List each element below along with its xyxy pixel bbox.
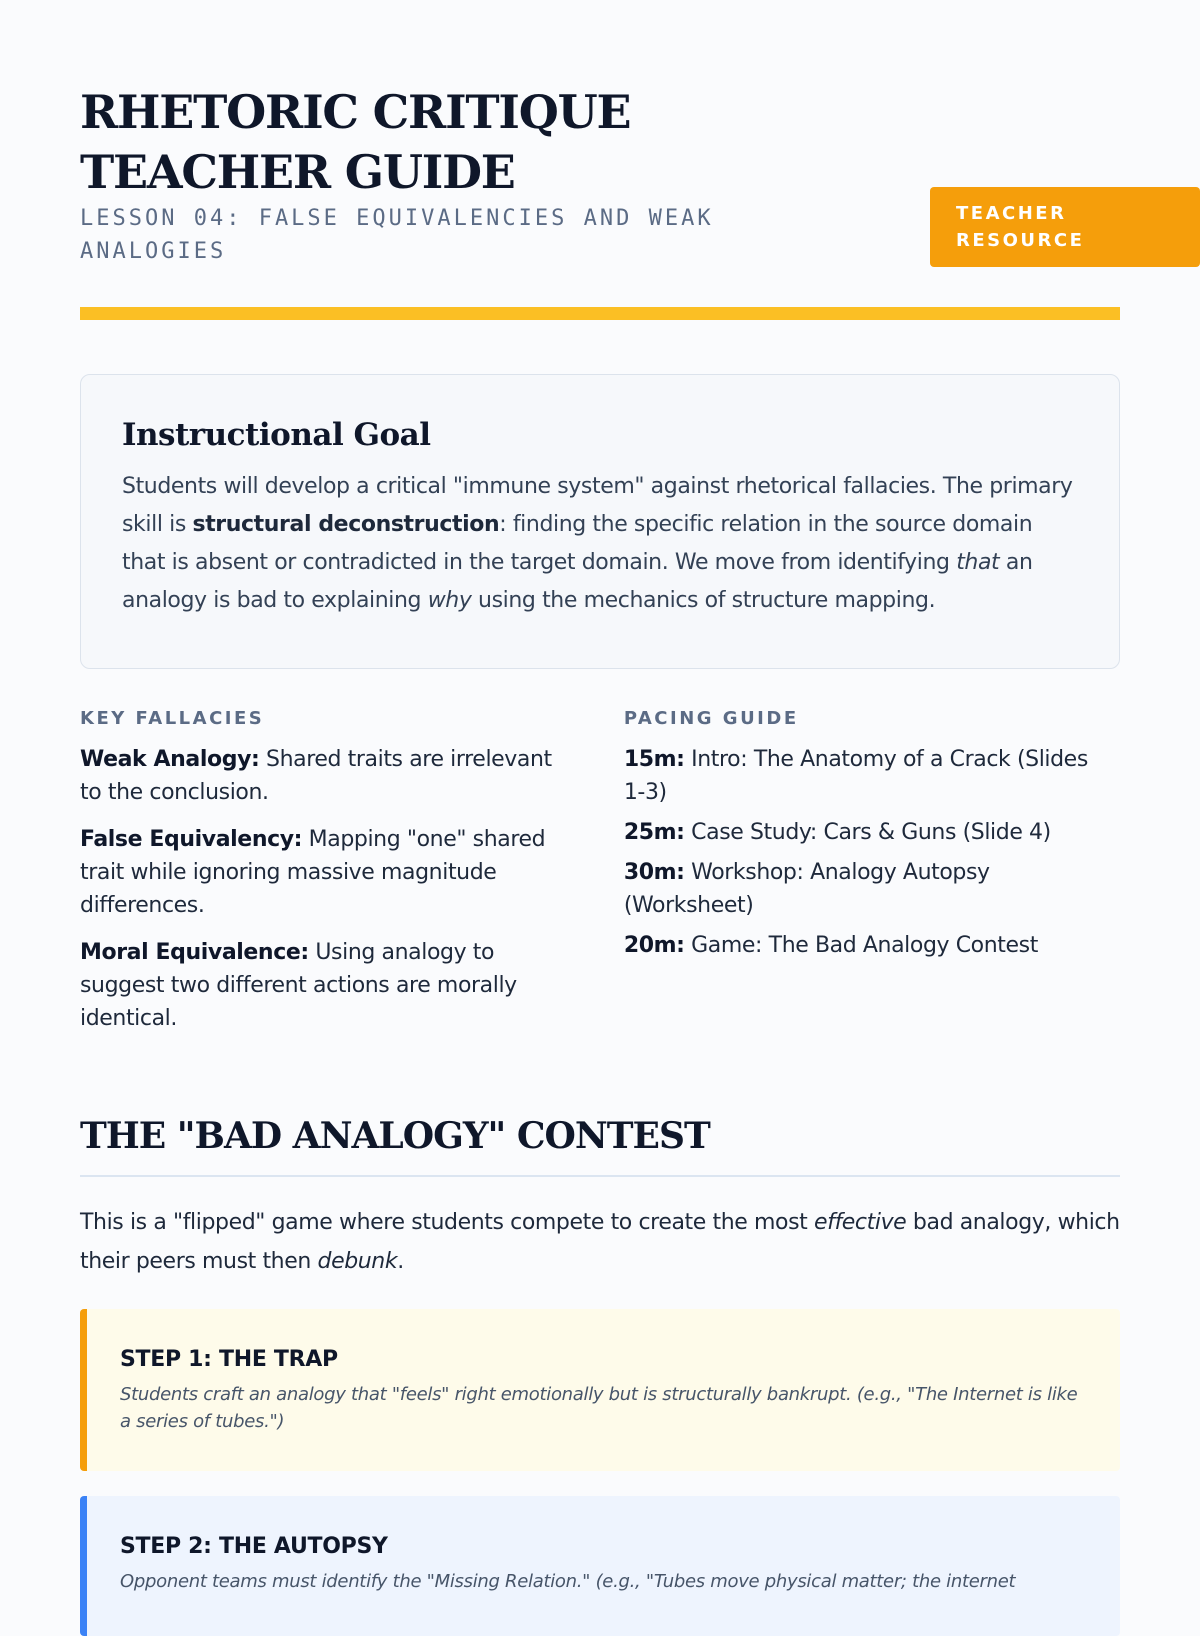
goal-text-part: using the mechanics of structure mapping. <box>471 588 936 613</box>
fallacy-item <box>80 743 560 809</box>
pacing-guide-column <box>624 705 1120 1049</box>
pacing-guide-heading: PACING GUIDE <box>623 708 799 729</box>
fallacy-item <box>80 936 560 1035</box>
goal-text-part: : finding the specific relation in the source domain that is absent or contradicted in the target domain. We move from identifying <box>122 512 1033 575</box>
contest-intro-part: . <box>397 1249 404 1274</box>
goal-title: Instructional Goal <box>122 417 431 453</box>
fallacy-term: Weak Analogy: <box>80 747 260 772</box>
contest-section-title: THE "BAD ANALOGY" CONTEST <box>80 1115 710 1157</box>
key-fallacies-heading: KEY FALLACIES <box>80 708 265 729</box>
step-title: STEP 1: THE TRAP <box>120 1347 338 1372</box>
contest-intro-emphasis: debunk <box>317 1249 398 1274</box>
contest-intro-part: This is a "flipped" game where students compete to create the most <box>80 1210 814 1235</box>
step-text: Students craft an analogy that "feels" right emotionally but is structurally bankrupt. (e.g., "The Internet is like a series of tubes.") <box>120 1384 1078 1432</box>
key-fallacies-column <box>80 705 624 1049</box>
goal-text-bold: structural deconstruction <box>192 512 500 537</box>
section-divider <box>80 1175 1120 1177</box>
goal-text-emphasis: that <box>956 550 1000 575</box>
two-column-section <box>80 705 1120 1049</box>
fallacy-desc: Shared traits are irrelevant to the conclusion. <box>80 747 552 805</box>
pacing-activity: Case Study: Cars & Guns (Slide 4) <box>684 820 1051 845</box>
header-divider <box>80 307 1120 320</box>
goal-text-emphasis: why <box>427 588 472 613</box>
pacing-time: 25m: <box>623 820 685 845</box>
pacing-item <box>624 856 1114 922</box>
instructional-goal-card <box>80 374 1120 669</box>
teacher-resource-badge: TEACHER RESOURCE <box>930 187 1200 267</box>
step-text: Opponent teams must identify the "Missing Relation." (e.g., "Tubes move physical matter; the internet <box>120 1571 1016 1592</box>
pacing-time: 30m: <box>623 860 685 885</box>
fallacy-item <box>80 823 560 922</box>
page-title: RHETORIC CRITIQUE TEACHER GUIDE <box>80 85 631 199</box>
pacing-item <box>624 743 1114 809</box>
contest-intro <box>80 1203 1120 1281</box>
goal-text <box>122 468 1079 620</box>
pacing-item <box>624 929 1114 962</box>
fallacy-term: Moral Equivalence: <box>80 940 309 965</box>
pacing-time: 15m: <box>623 747 685 772</box>
pacing-activity: Game: The Bad Analogy Contest <box>684 933 1038 958</box>
step-card-autopsy <box>80 1496 1120 1636</box>
fallacy-term: False Equivalency: <box>80 827 303 852</box>
fallacy-desc: Mapping "one" shared trait while ignoring massive magnitude differences. <box>80 827 546 918</box>
step-title: STEP 2: THE AUTOPSY <box>120 1534 388 1559</box>
pacing-activity: Workshop: Analogy Autopsy (Worksheet) <box>623 860 990 918</box>
goal-text-part: Students will develop a critical "immune system" against rhetorical fallacies. The primary skill is <box>122 474 1073 537</box>
pacing-activity: Intro: The Anatomy of a Crack (Slides 1-3) <box>623 747 1088 805</box>
lesson-subtitle: LESSON 04: FALSE EQUIVALENCIES AND WEAK ANALOGIES <box>80 206 714 264</box>
pacing-time: 20m: <box>623 933 685 958</box>
contest-intro-part: bad analogy, which their peers must then <box>80 1210 1120 1274</box>
fallacy-desc: Using analogy to suggest two different actions are morally identical. <box>80 940 517 1031</box>
step-card-trap <box>80 1309 1120 1471</box>
goal-text-part: an analogy is bad to explaining <box>122 550 1033 613</box>
pacing-item <box>624 816 1114 849</box>
contest-intro-emphasis: effective <box>813 1210 907 1235</box>
